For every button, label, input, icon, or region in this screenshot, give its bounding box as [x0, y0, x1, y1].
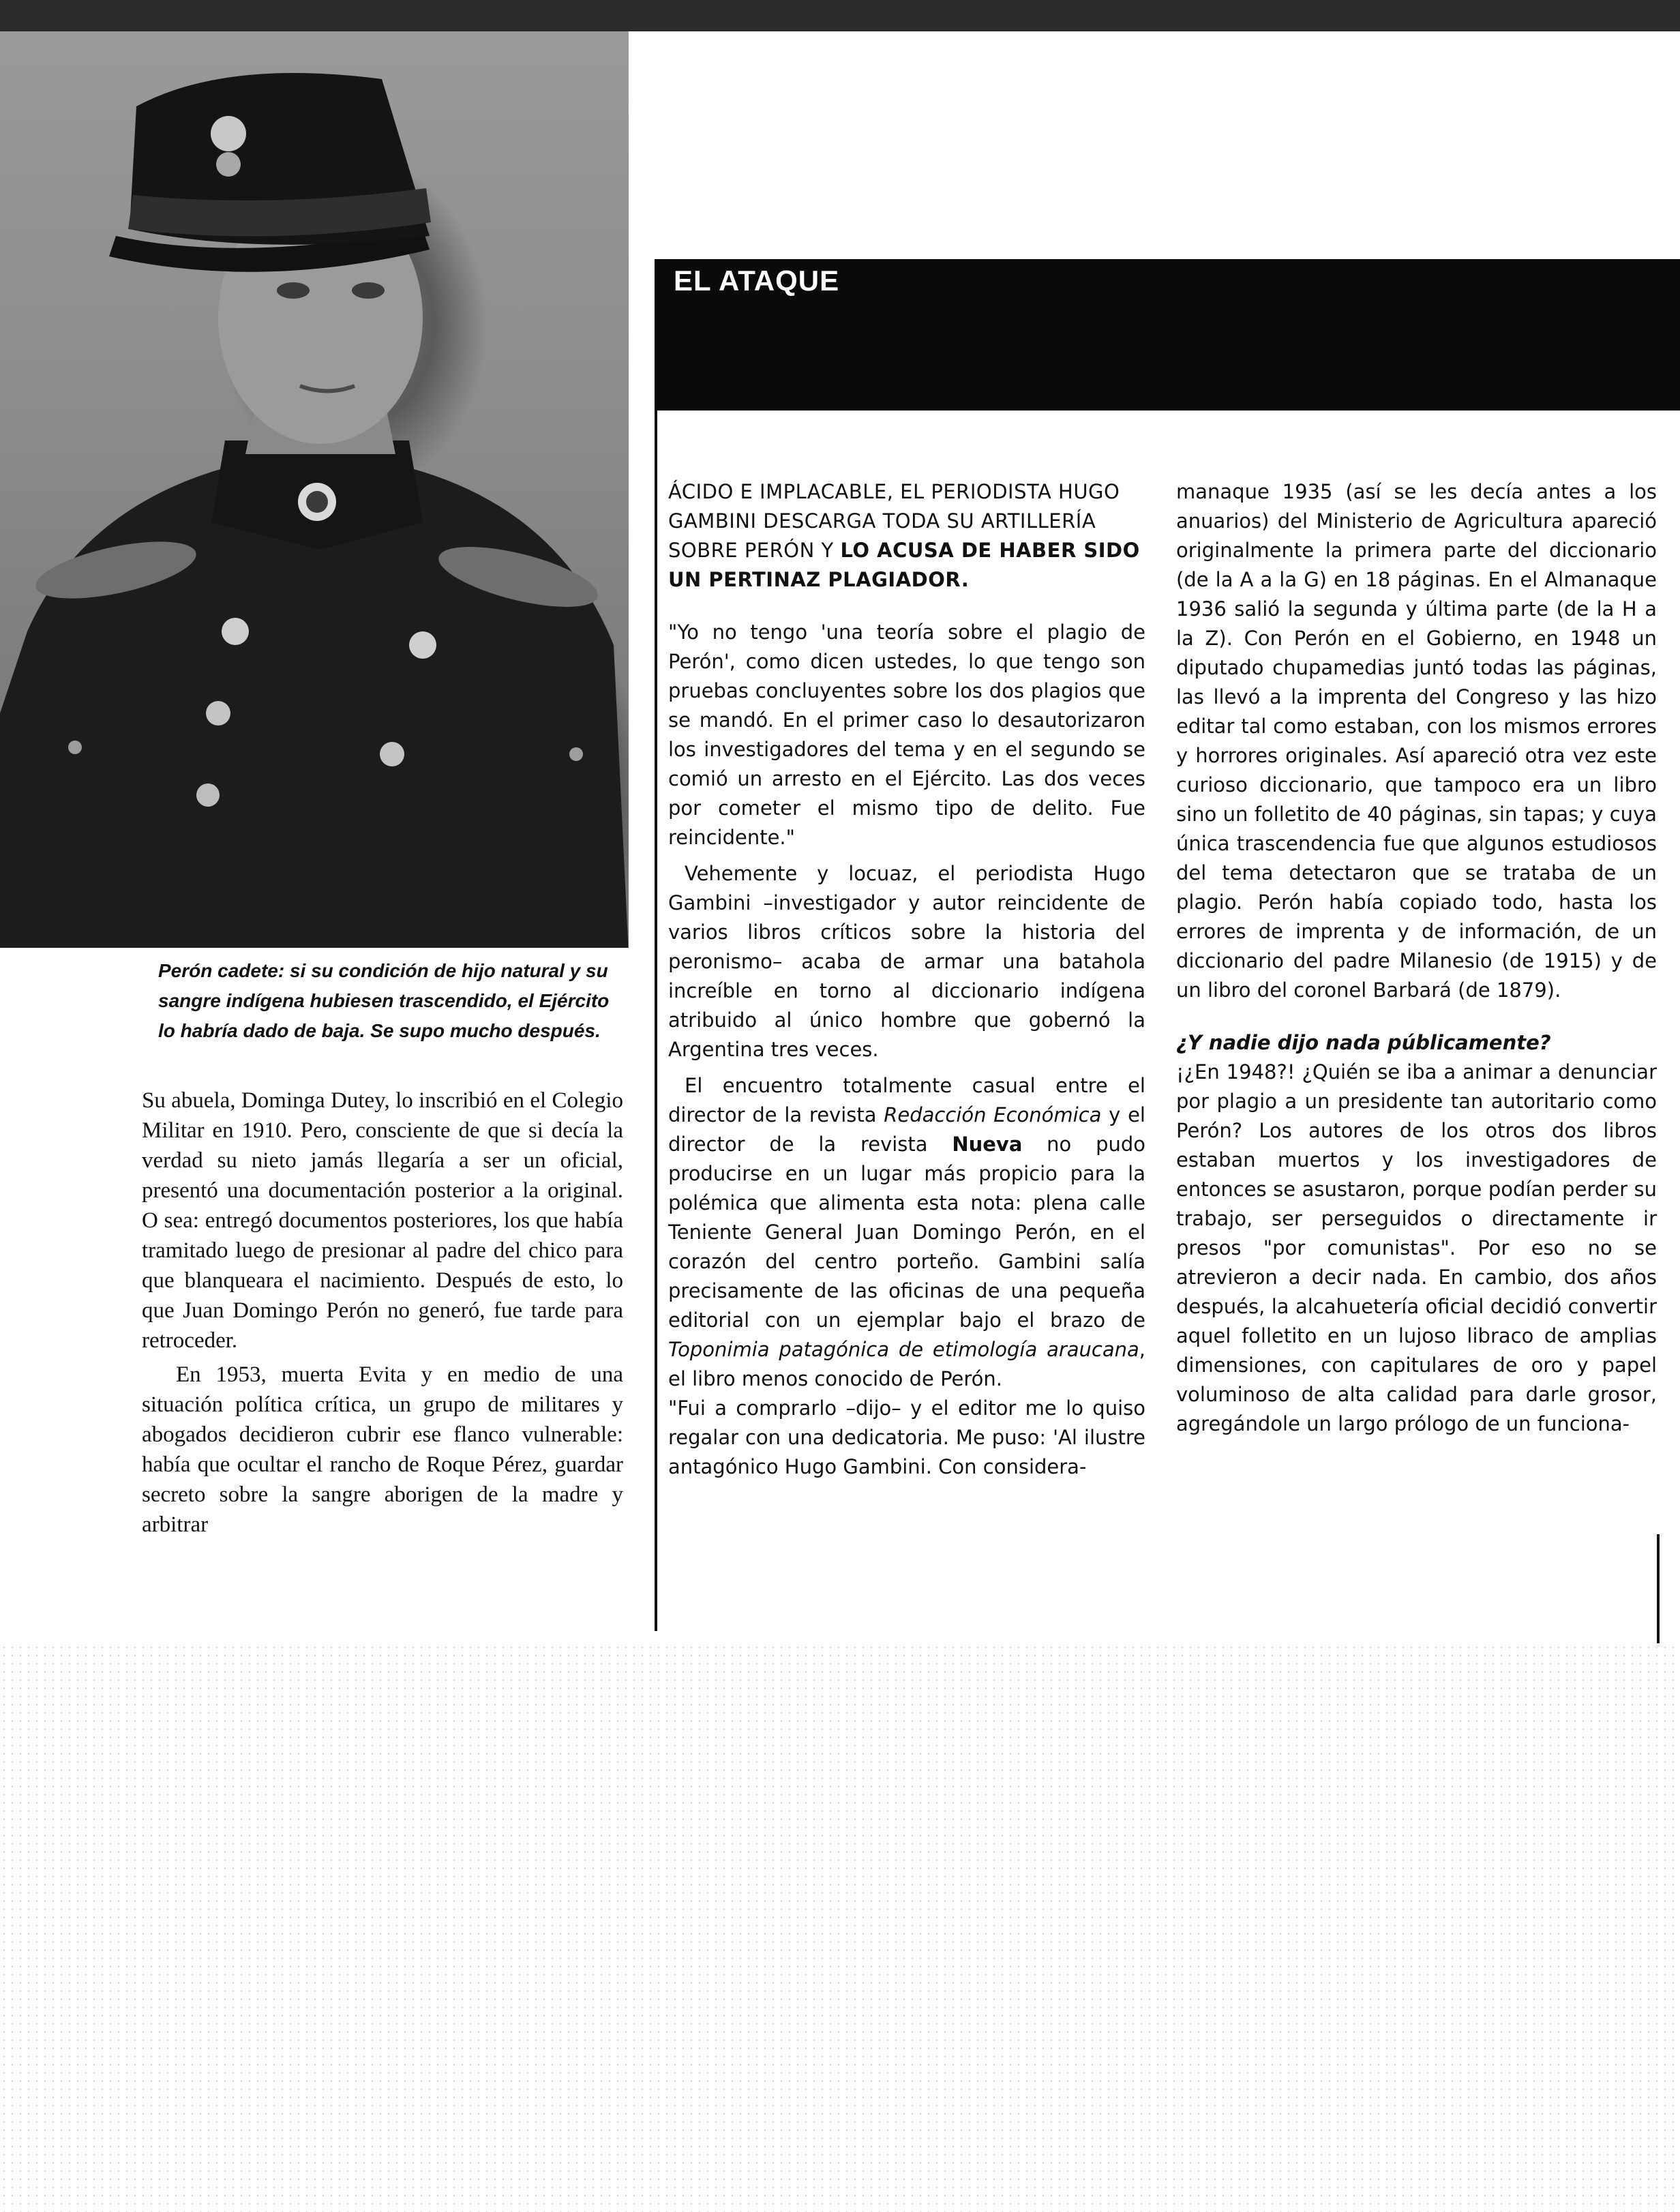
section-label: EL ATAQUE: [674, 265, 840, 297]
column-divider: [655, 410, 657, 1631]
caption-line: sangre indígena hubiesen trascendido, el Ejército: [158, 990, 610, 1011]
column-divider: [1657, 1534, 1660, 1643]
paragraph: Vehemente y locuaz, el periodista Hugo Gambini –investigador y autor reincidente de varios libros críticos sobre la historia del peronismo– acaba de armar una batahola increíble en torno al diccionario indígena atribuido al único hombre que gobernó la Argentina tres veces.: [668, 862, 1145, 1061]
caption-line: lo habría dado de baja. Se supo mucho después.: [158, 1020, 601, 1041]
paragraph: [668, 1071, 1145, 1394]
caption-line: Perón cadete: si su condición de hijo natural y su: [158, 960, 608, 981]
middle-column: [668, 477, 1145, 1482]
paragraph: "Fui a comprarlo –dijo– y el editor me lo quiso regalar con una dedicatoria. Me puso: 'Al ilustre antagónico Hugo Gambini. Con considera-: [668, 1396, 1145, 1478]
text-run: , el libro menos conocido de Perón.: [668, 1338, 1145, 1390]
lede-bold: LO ACUSA DE HABER SIDO UN PERTINAZ PLAGIADOR.: [668, 539, 1140, 591]
paragraph: "Yo no tengo 'una teoría sobre el plagio de Perón', como dicen ustedes, lo que tengo son pruebas concluyentes sobre los dos plagios que se mandó. En el primer caso lo desautorizaron los investigadores del tema y en el segundo se comió un arresto en el Ejército. Las dos veces por cometer el mismo tipo de delito. Fue reincidente.": [668, 621, 1145, 849]
photo-caption: [158, 956, 629, 1046]
magazine-title: Nueva: [952, 1133, 1023, 1156]
paragraph: ¡¿En 1948?! ¿Quién se iba a animar a denunciar por plagio a un presidente tan autoritario como Perón? Los autores de los otros dos libros estaban muertos y los investigadores de entonces se asustaron, porque podían perder su trabajo, ser perseguidos o directamente ir presos "por comunistas". Por eso no se atrevieron a decir nada. En cambio, dos años después, la alcahuetería oficial decidió convertir aquel folletito en un lujoso libraco de amplias dimensiones, con capitulares de oro y papel voluminoso de alta calidad para darle grosor, agregándole un largo prólogo de un funciona-: [1176, 1060, 1657, 1435]
book-title: Toponimia patagónica de etimología araucana: [668, 1338, 1139, 1361]
lede-text: ÁCIDO E IMPLACABLE, EL PERIODISTA HUGO GAMBINI DESCARGA TODA SU ARTILLERÍA SOBRE PERÓN Y: [668, 480, 1120, 562]
lede: [668, 477, 1145, 595]
text-run: El encuentro totalmente casual entre el director de la revista: [668, 1074, 1145, 1126]
cadet-portrait-illustration: [0, 31, 629, 955]
paragraph: manaque 1935 (así se les decía antes a los anuarios) del Ministerio de Agricultura apareció originalmente la primera parte del diccionario (de la A a la G) en 18 páginas. En el Almanaque 1936 salió la segunda y última parte (de la H a la Z). Con Perón en el Gobierno, en 1948 un diputado chupamedias juntó todas las páginas, las llevó a la imprenta del Congreso y las hizo editar tal como estaban, con los mismos errores y horrores originales. Así apareció otra vez este curioso diccionario, que tampoco era un libro sino un folletito de 40 páginas, sin tapas; y cuya única trascendencia fue que algunos estudiosos del tema detectaron que se trataba de un plagio. Perón había copiado todo, hasta los errores de imprenta y de información, de un diccionario del padre Milanesio (de 1915) y de un libro del coronel Barbará (de 1879).: [1176, 480, 1657, 1002]
portrait-photo: [0, 31, 629, 955]
subheading: ¿Y nadie dijo nada públicamente?: [1176, 1031, 1551, 1054]
top-scan-border: [0, 0, 1680, 31]
text-run: no pudo producirse en un lugar más propicio para la polémica que alimenta esta nota: plena calle Teniente General Juan Domingo Perón, en el corazón del centro porteño. Gambini salía precisamente de las oficinas de una pequeña editorial con un ejemplar bajo el brazo de: [668, 1133, 1146, 1332]
left-column: [142, 1086, 623, 1540]
paragraph: Su abuela, Dominga Dutey, lo inscribió en el Colegio Militar en 1910. Pero, consciente de que si decía la verdad su nieto jamás llegaría a ser un oficial, presentó una documentación posterior a la original. O sea: entregó documentos posteriores, los que había tramitado luego de presionar al padre del chico para que blanqueara el nacimiento. Después de esto, lo que Juan Domingo Perón no generó, fue tarde para retroceder.: [142, 1088, 623, 1353]
text-run: y el director de la revista: [668, 1103, 1145, 1156]
magazine-title: Redacción Económica: [884, 1103, 1102, 1126]
paragraph: En 1953, muerta Evita y en medio de una situación política crítica, un grupo de militares y abogados decidieron cubrir ese flanco vulnerable: había que ocultar el rancho de Roque Pérez, guardar secreto sobre la sangre aborigen de la madre y arbitrar: [142, 1362, 623, 1537]
blank-scan-area: [0, 1643, 1680, 2212]
right-column: [1176, 477, 1657, 1439]
